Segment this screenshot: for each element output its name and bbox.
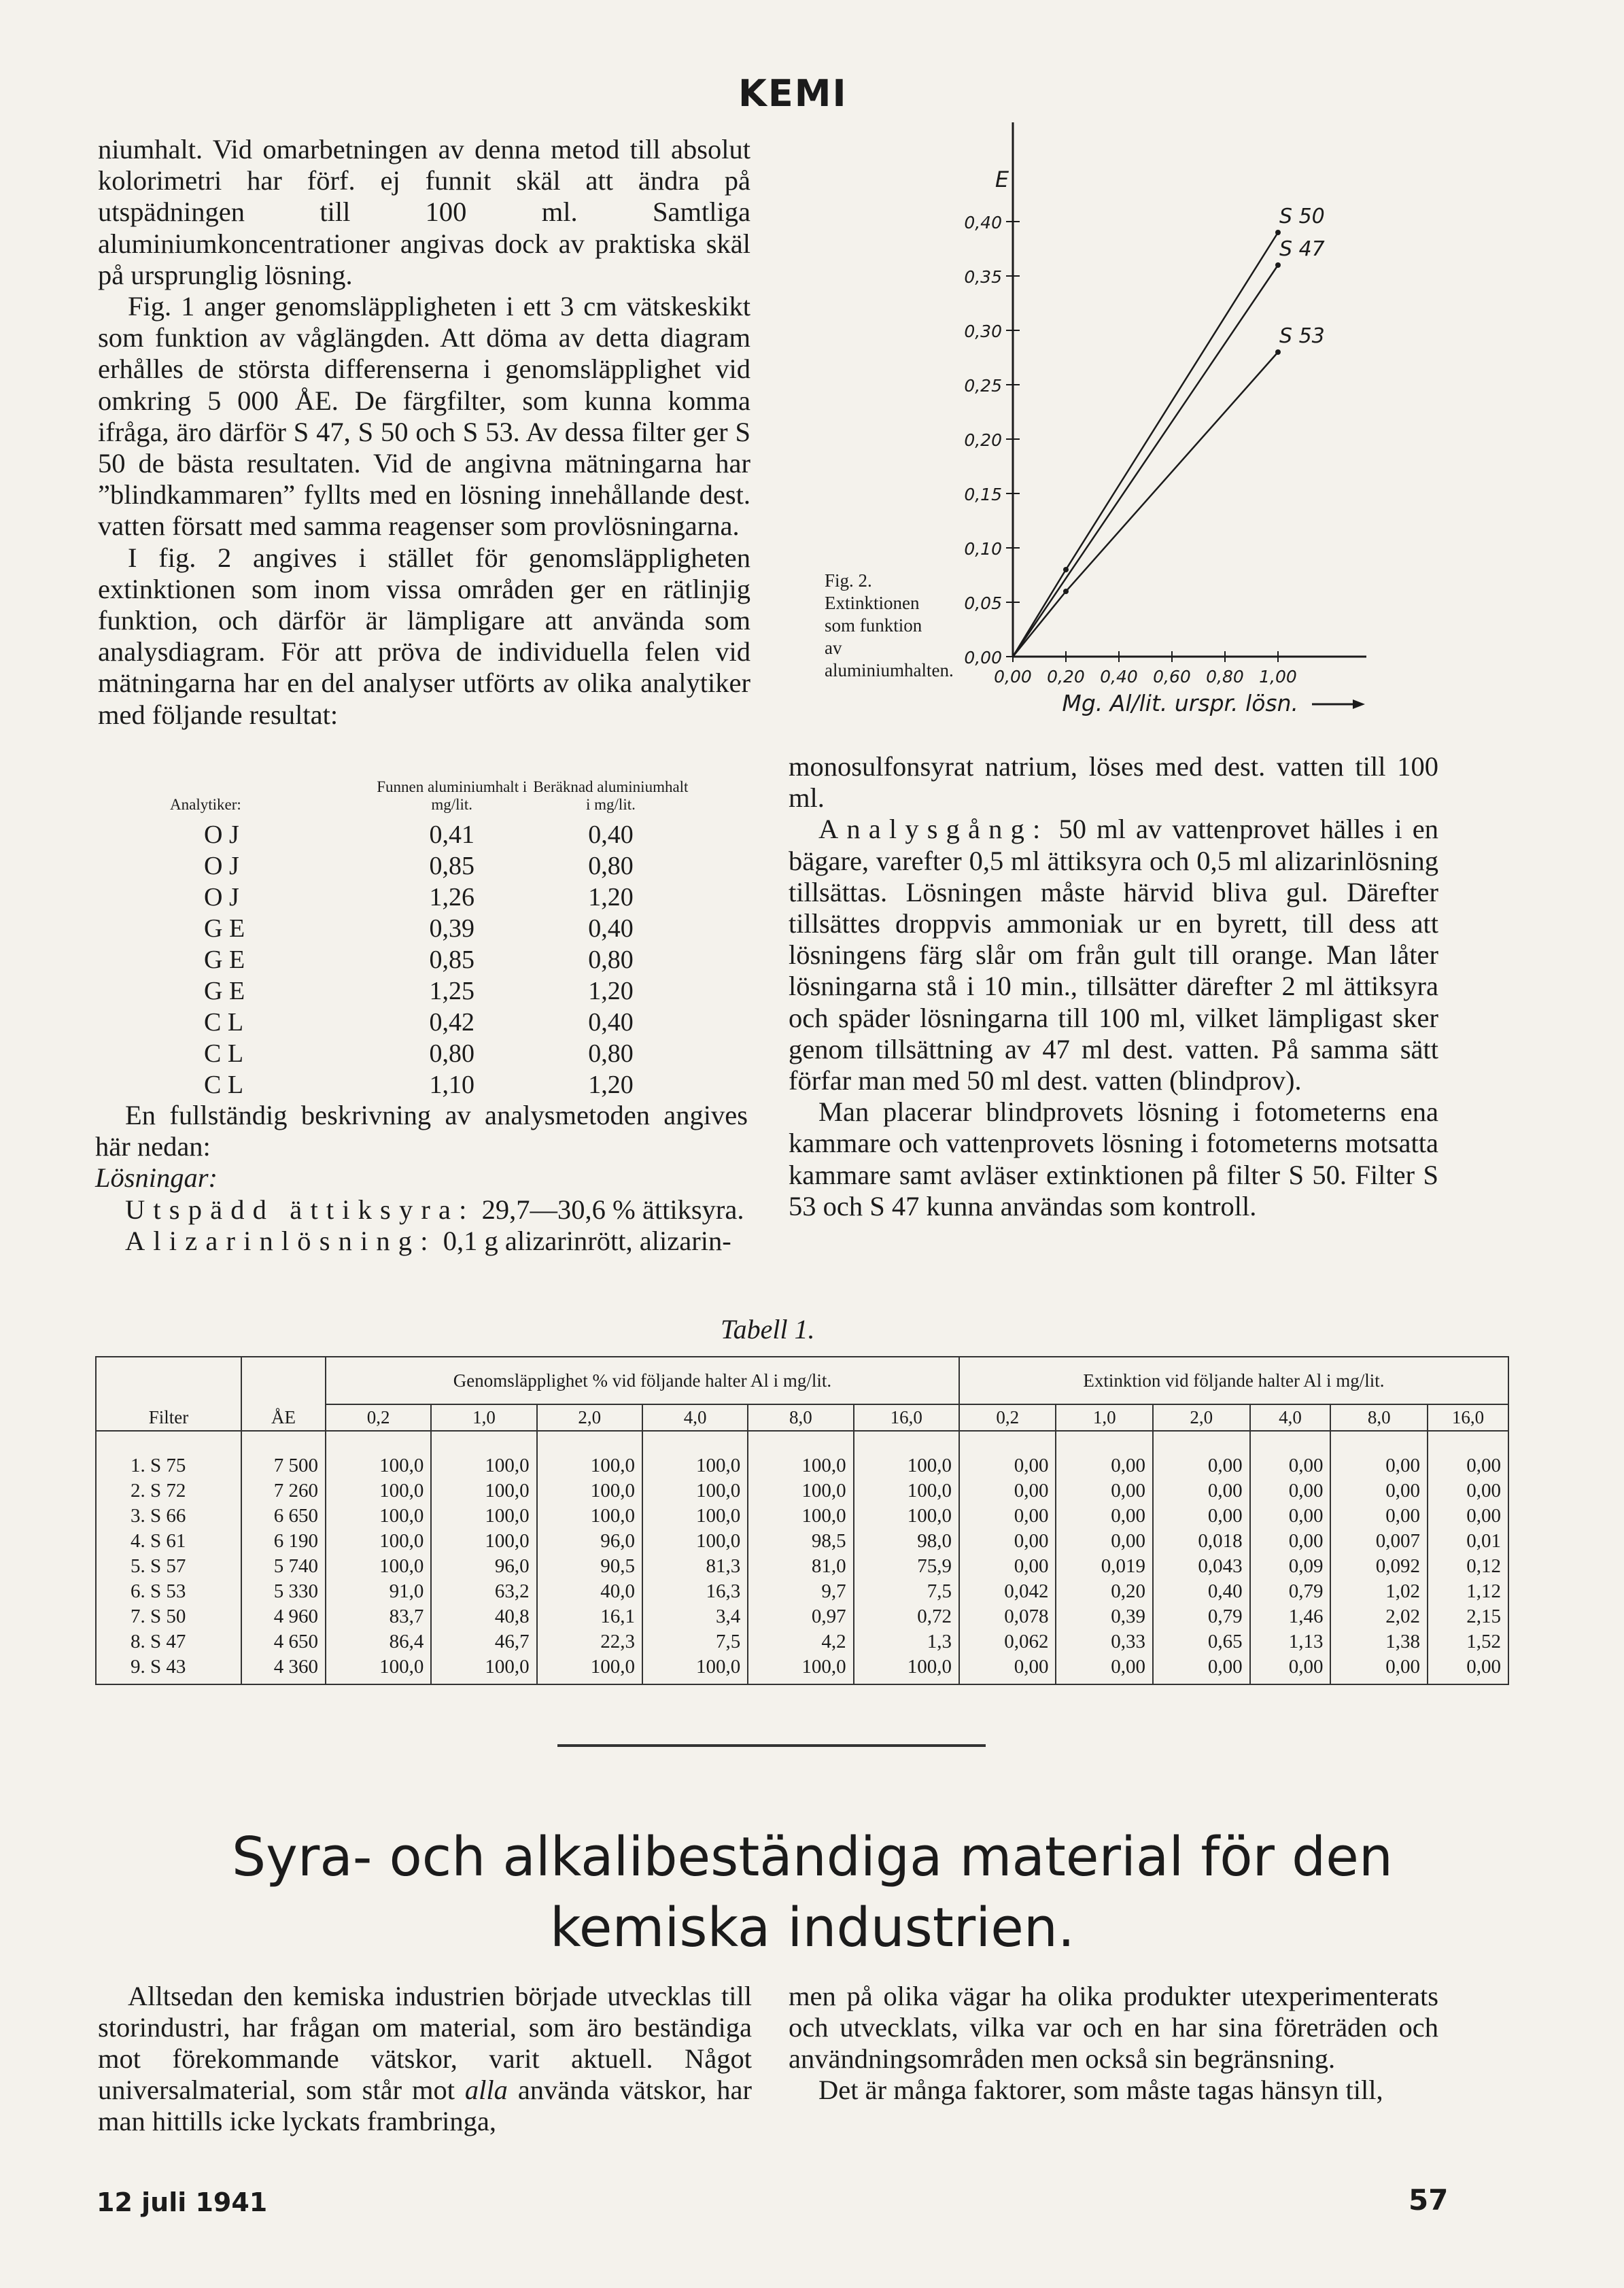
data-point (1275, 262, 1281, 268)
y-tick-label: 0,25 (964, 376, 1002, 396)
halt-header: 8,0 (748, 1404, 853, 1431)
halt-header: 8,0 (1330, 1404, 1428, 1431)
data-point (1063, 567, 1069, 572)
value-cell: 1,13 (1250, 1629, 1331, 1654)
value-cell: 0,00 (1428, 1654, 1508, 1684)
ae-header: ÅE (241, 1357, 326, 1431)
analyst-cell: O J (204, 852, 239, 880)
paragraph: En fullständig beskrivning av analysmetoden angives här nedan: (95, 1100, 748, 1162)
value-cell: 0,042 (959, 1579, 1056, 1604)
series-line (1013, 232, 1278, 657)
extinction-group-header: Extinktion vid följande halter Al i mg/lit. (959, 1357, 1508, 1404)
title-line: Syra- och alkalibeständiga material för den (232, 1826, 1393, 1888)
value-cell: 100,0 (326, 1529, 431, 1554)
value-cell: 0,00 (1330, 1654, 1428, 1684)
value-cell: 0,00 (1153, 1478, 1250, 1504)
value-cell: 100,0 (748, 1504, 853, 1529)
value-cell: 100,0 (537, 1654, 642, 1684)
halt-header: 0,2 (326, 1404, 431, 1431)
x-tick-label: 0,60 (1153, 667, 1191, 687)
value-cell: 0,41 (429, 820, 474, 849)
halt-header: 16,0 (854, 1404, 959, 1431)
series-line (1013, 265, 1278, 657)
section-divider (557, 1744, 986, 1747)
value-cell: 63,2 (431, 1579, 536, 1604)
value-cell: 0,00 (959, 1431, 1056, 1478)
value-cell: 16,1 (537, 1604, 642, 1629)
value-cell: 7 500 (241, 1431, 326, 1478)
table-row (96, 1554, 1508, 1579)
value-cell: 0,00 (959, 1504, 1056, 1529)
solution-label: Utspädd ättiksyra: (125, 1194, 475, 1225)
value-cell: 1,46 (1250, 1604, 1331, 1629)
table-row (95, 819, 748, 850)
value-cell: 0,97 (748, 1604, 853, 1629)
table-row (96, 1504, 1508, 1529)
y-tick-label: 0,35 (964, 267, 1002, 287)
value-cell: 7,5 (854, 1579, 959, 1604)
value-cell: 100,0 (642, 1529, 748, 1554)
value-cell: 1,20 (588, 977, 634, 1005)
halt-header: 2,0 (537, 1404, 642, 1431)
analyst-cell: O J (204, 820, 239, 849)
filter-cell: 6. S 53 (96, 1579, 241, 1604)
filter-cell: 7. S 50 (96, 1604, 241, 1629)
filter-cell: 5. S 57 (96, 1554, 241, 1579)
value-cell: 6 650 (241, 1504, 326, 1529)
series-label: S 47 (1279, 237, 1325, 261)
section-header: KEMI (738, 72, 848, 115)
table-row (96, 1604, 1508, 1629)
value-cell: 81,3 (642, 1554, 748, 1579)
table-row (96, 1654, 1508, 1684)
table-row (96, 1579, 1508, 1604)
value-cell: 100,0 (748, 1478, 853, 1504)
value-cell: 100,0 (748, 1431, 853, 1478)
filter-header: Filter (96, 1357, 241, 1431)
paragraph-text: 50 ml av vattenprovet hälles i en bägare, varefter 0,5 ml ättiksyra och 0,5 ml alizarinlösning tillsättas. Lösningen måste härvid bliva gul. Därefter tillsättes droppvis ammoniak ur en byrett, till dess att lösningens färg slår om från gult till orange. Man låter lösningarna stå i 10 min., tillsätter därefter 2 ml ättiksyra och späder lösningarna till 100 ml, vilket lämpligast sker genom tillsättning av 47 ml dest. vatten. På samma sätt förfar man med 50 ml dest. vatten (blindprov). (789, 814, 1438, 1096)
value-cell: 0,79 (1250, 1579, 1331, 1604)
solution-label: Alizarinlösning: (125, 1225, 436, 1256)
value-cell: 1,20 (588, 883, 634, 912)
value-cell: 46,7 (431, 1629, 536, 1654)
value-cell: 100,0 (537, 1431, 642, 1478)
value-cell: 100,0 (431, 1478, 536, 1504)
value-cell: 0,078 (959, 1604, 1056, 1629)
value-cell: 0,00 (1056, 1529, 1153, 1554)
paragraph-text: Alltsedan den kemiska industrien började utvecklas till storindustri, har frågan om material, som äro beständiga mot förekommande vätskor, varit aktuell. Något universalmaterial, som står mot (98, 1981, 752, 2105)
subheading: Lösningar: (95, 1162, 218, 1194)
value-cell: 0,00 (959, 1478, 1056, 1504)
value-cell: 0,007 (1330, 1529, 1428, 1554)
value-cell: 0,80 (588, 1039, 634, 1068)
y-tick-label: 0,00 (964, 648, 1002, 668)
article-left-column (98, 1981, 752, 2137)
value-cell: 1,26 (429, 883, 474, 912)
value-cell: 1,25 (429, 977, 474, 1005)
value-cell: 0,00 (1428, 1478, 1508, 1504)
value-cell: 0,00 (1250, 1431, 1331, 1478)
value-cell: 0,00 (1330, 1478, 1428, 1504)
arrow-head (1353, 699, 1365, 709)
table-row (95, 913, 748, 944)
value-cell: 0,00 (1056, 1654, 1153, 1684)
value-cell: 0,00 (1056, 1431, 1153, 1478)
paragraph (789, 814, 1438, 1096)
value-cell: 98,5 (748, 1529, 853, 1554)
table-row (95, 975, 748, 1007)
value-cell: 0,40 (588, 820, 634, 849)
value-cell: 0,00 (1153, 1431, 1250, 1478)
analyst-cell: C L (204, 1071, 244, 1099)
analyst-cell: C L (204, 1008, 244, 1037)
value-cell: 2,15 (1428, 1604, 1508, 1629)
value-cell: 1,38 (1330, 1629, 1428, 1654)
value-cell: 0,72 (854, 1604, 959, 1629)
filter-table (95, 1356, 1509, 1685)
paragraph: Det är många faktorer, som måste tagas hänsyn till, (818, 2075, 1383, 2105)
emphasis: alla (464, 2075, 508, 2105)
paragraph: I fig. 2 angives i stället för genomsläppligheten extinktionen som inom vissa områden ger en rätlinjig funktion, och därför är lämpligare att använda som analysdiagram. För att pröva de individuella felen vid mätningarna har en del analyser utförts av olika analytiker med följande resultat: (98, 542, 750, 730)
y-tick-label: 0,10 (964, 539, 1002, 559)
value-cell: 0,00 (1250, 1504, 1331, 1529)
y-tick-label: 0,20 (964, 430, 1002, 450)
series-label: S 50 (1279, 205, 1325, 228)
value-cell: 100,0 (642, 1478, 748, 1504)
table-row (95, 1007, 748, 1038)
halt-header: 1,0 (431, 1404, 536, 1431)
value-cell: 100,0 (326, 1654, 431, 1684)
table-row (96, 1529, 1508, 1554)
paragraph-text: använda vätskor, har man hittills icke lyckats frambringa, (98, 2075, 753, 2136)
value-cell: 100,0 (326, 1554, 431, 1579)
value-cell: 96,0 (431, 1554, 536, 1579)
x-tick-label: 0,00 (994, 667, 1032, 687)
value-cell: 96,0 (537, 1529, 642, 1554)
value-cell: 0,00 (1250, 1478, 1331, 1504)
value-cell: 100,0 (854, 1431, 959, 1478)
paragraph: niumhalt. Vid omarbetningen av denna metod till absolut kolorimetri har förf. ej funnit skäl att ändra på utspädningen till 100 ml. Samtliga aluminiumkoncentrationer angivas dock av praktiska skäl på ursprunglig lösning. (98, 134, 750, 290)
paragraph: monosulfonsyrat natrium, löses med dest. vatten till 100 ml. (789, 751, 1438, 814)
value-cell: 0,12 (1428, 1554, 1508, 1579)
table-row (95, 1069, 748, 1100)
value-cell: 100,0 (854, 1478, 959, 1504)
value-cell: 90,5 (537, 1554, 642, 1579)
page-number: 57 (1409, 2183, 1449, 2217)
value-cell: 0,062 (959, 1629, 1056, 1654)
footer-date: 12 juli 1941 (97, 2187, 268, 2217)
value-cell: 0,00 (1153, 1654, 1250, 1684)
y-axis-label: E (995, 167, 1009, 192)
filter-cell: 9. S 43 (96, 1654, 241, 1684)
value-cell: 0,00 (959, 1554, 1056, 1579)
halt-header: 16,0 (1428, 1404, 1508, 1431)
filter-cell: 3. S 66 (96, 1504, 241, 1529)
series-line (1013, 352, 1278, 657)
value-cell: 100,0 (854, 1504, 959, 1529)
value-cell: 91,0 (326, 1579, 431, 1604)
value-cell: 1,12 (1428, 1579, 1508, 1604)
value-cell: 0,019 (1056, 1554, 1153, 1579)
value-cell: 100,0 (642, 1431, 748, 1478)
table-row (95, 1038, 748, 1069)
value-cell: 100,0 (431, 1529, 536, 1554)
value-cell: 0,018 (1153, 1529, 1250, 1554)
table-row (96, 1478, 1508, 1504)
analyst-cell: O J (204, 883, 239, 912)
paragraph: men på olika vägar ha olika produkter utexperimenterats och utvecklats, vilka var och en har sina företräden och användningsområden men också sin begränsning. (789, 1981, 1438, 2074)
solution-line (95, 1194, 748, 1226)
solution-text: 29,7—30,6 % ättiksyra. (474, 1194, 744, 1225)
paragraph (98, 1981, 752, 2137)
value-cell: 0,00 (1330, 1431, 1428, 1478)
value-cell: 0,39 (429, 914, 474, 943)
value-cell: 81,0 (748, 1554, 853, 1579)
analyst-header: Analytiker: (170, 796, 241, 813)
value-cell: 7,5 (642, 1629, 748, 1654)
value-cell: 0,40 (1153, 1579, 1250, 1604)
y-tick-label: 0,05 (964, 593, 1002, 613)
value-cell: 0,85 (429, 946, 474, 974)
value-cell: 4 360 (241, 1654, 326, 1684)
value-cell: 22,3 (537, 1629, 642, 1654)
article-title (95, 1822, 1530, 1963)
solution-text: 0,1 g alizarinrött, alizarin- (436, 1225, 731, 1256)
paragraph: Man placerar blindprovets lösning i fotometerns ena kammare och vattenprovets lösning i fotometerns motsatta kammare samt avläser extinktionen på filter S 50. Filter S 53 och S 47 kunna användas som kontroll. (789, 1096, 1438, 1221)
halt-header: 4,0 (1250, 1404, 1331, 1431)
value-cell: 40,8 (431, 1604, 536, 1629)
value-cell: 0,00 (959, 1654, 1056, 1684)
analyst-cell: C L (204, 1039, 244, 1068)
value-cell: 0,40 (588, 914, 634, 943)
value-cell: 0,65 (1153, 1629, 1250, 1654)
halt-header: 4,0 (642, 1404, 748, 1431)
value-cell: 1,02 (1330, 1579, 1428, 1604)
value-cell: 0,00 (1428, 1431, 1508, 1478)
value-cell: 3,4 (642, 1604, 748, 1629)
value-cell: 4 650 (241, 1629, 326, 1654)
x-tick-label: 1,00 (1259, 667, 1297, 687)
value-cell: 0,33 (1056, 1629, 1153, 1654)
x-axis-label: Mg. Al/lit. urspr. lösn. (1062, 690, 1298, 716)
filter-cell: 1. S 75 (96, 1431, 241, 1478)
value-cell: 0,85 (429, 852, 474, 880)
value-cell: 100,0 (326, 1431, 431, 1478)
table-row (95, 944, 748, 975)
left-column-methods (95, 1100, 748, 1257)
value-cell: 2,02 (1330, 1604, 1428, 1629)
right-column (789, 751, 1438, 1222)
value-cell: 40,0 (537, 1579, 642, 1604)
value-cell: 1,3 (854, 1629, 959, 1654)
value-cell: 9,7 (748, 1579, 853, 1604)
value-cell: 0,00 (1056, 1478, 1153, 1504)
value-cell: 100,0 (326, 1504, 431, 1529)
table-row (95, 850, 748, 882)
value-cell: 100,0 (326, 1478, 431, 1504)
value-cell: 100,0 (431, 1504, 536, 1529)
extinction-chart (945, 122, 1482, 721)
value-cell: 4 960 (241, 1604, 326, 1629)
run-in-label: Analysgång: (818, 814, 1049, 845)
title-line: kemiska industrien. (549, 1896, 1075, 1959)
value-cell: 86,4 (326, 1629, 431, 1654)
value-cell: 100,0 (854, 1654, 959, 1684)
value-cell: 0,00 (1428, 1504, 1508, 1529)
table-row (96, 1629, 1508, 1654)
value-cell: 0,42 (429, 1008, 474, 1037)
analyst-cell: G E (204, 946, 245, 974)
value-cell: 1,20 (588, 1071, 634, 1099)
value-cell: 0,043 (1153, 1554, 1250, 1579)
paragraph: Fig. 1 anger genomsläppligheten i ett 3 cm vätskeskikt som funktion av våglängden. Att döma av detta diagram erhålles de största differenserna i genomsläpplighet vid omkring 5 000 ÅE. De färgfilter, som kunna komma ifråga, äro därför S 47, S 50 och S 53. Av dessa filter ger S 50 de bästa resultaten. Vid de angivna mätningarna har ”blindkammaren” fyllts med en lösning innehållande dest. vatten försatt med samma reagenser som provlösningarna. (98, 291, 750, 542)
halt-header: 1,0 (1056, 1404, 1153, 1431)
y-tick-label: 0,30 (964, 322, 1002, 341)
value-cell: 100,0 (431, 1654, 536, 1684)
value-cell: 6 190 (241, 1529, 326, 1554)
value-cell: 100,0 (642, 1504, 748, 1529)
series-label: S 53 (1279, 324, 1325, 348)
value-cell: 0,39 (1056, 1604, 1153, 1629)
value-cell: 0,00 (1056, 1504, 1153, 1529)
value-cell: 100,0 (537, 1504, 642, 1529)
data-point (1063, 589, 1069, 594)
value-cell: 1,10 (429, 1071, 474, 1099)
filter-cell: 4. S 61 (96, 1529, 241, 1554)
analyst-table (95, 778, 748, 1100)
value-cell: 4,2 (748, 1629, 853, 1654)
value-cell: 5 330 (241, 1579, 326, 1604)
data-point (1275, 349, 1281, 355)
analyst-cell: G E (204, 977, 245, 1005)
value-cell: 75,9 (854, 1554, 959, 1579)
left-column (98, 134, 750, 731)
value-cell: 0,09 (1250, 1554, 1331, 1579)
calculated-header: Beräknad aluminiumhalt i mg/lit. (533, 778, 689, 813)
value-cell: 98,0 (854, 1529, 959, 1554)
y-tick-label: 0,40 (964, 213, 1002, 232)
figure-caption: Fig. 2. Extinktionen som funktion av aluminiumhalten. (825, 570, 954, 680)
x-tick-label: 0,40 (1100, 667, 1138, 687)
value-cell: 0,79 (1153, 1604, 1250, 1629)
value-cell: 7 260 (241, 1478, 326, 1504)
value-cell: 0,80 (429, 1039, 474, 1068)
x-tick-label: 0,20 (1047, 667, 1085, 687)
value-cell: 100,0 (537, 1478, 642, 1504)
halt-header: 0,2 (959, 1404, 1056, 1431)
value-cell: 0,00 (1250, 1529, 1331, 1554)
value-cell: 0,00 (1153, 1504, 1250, 1529)
value-cell: 0,80 (588, 946, 634, 974)
value-cell: 0,00 (1250, 1654, 1331, 1684)
value-cell: 0,00 (1330, 1504, 1428, 1529)
halt-header: 2,0 (1153, 1404, 1250, 1431)
value-cell: 0,80 (588, 852, 634, 880)
value-cell: 83,7 (326, 1604, 431, 1629)
table-row (96, 1431, 1508, 1478)
found-header: Funnen aluminiumhalt i mg/lit. (377, 778, 528, 813)
value-cell: 0,20 (1056, 1579, 1153, 1604)
filter-cell: 8. S 47 (96, 1629, 241, 1654)
value-cell: 100,0 (748, 1654, 853, 1684)
value-cell: 0,092 (1330, 1554, 1428, 1579)
analyst-cell: G E (204, 914, 245, 943)
filter-cell: 2. S 72 (96, 1478, 241, 1504)
data-point (1275, 230, 1281, 235)
value-cell: 16,3 (642, 1579, 748, 1604)
value-cell: 5 740 (241, 1554, 326, 1579)
value-cell: 0,01 (1428, 1529, 1508, 1554)
value-cell: 0,40 (588, 1008, 634, 1037)
y-tick-label: 0,15 (964, 485, 1002, 504)
article-right-column (789, 1981, 1438, 2106)
solution-line (95, 1226, 748, 1257)
value-cell: 100,0 (431, 1431, 536, 1478)
value-cell: 0,00 (959, 1529, 1056, 1554)
x-tick-label: 0,80 (1206, 667, 1244, 687)
table-caption: Tabell 1. (721, 1314, 815, 1345)
table-row (95, 882, 748, 913)
transmittance-group-header: Genomsläpplighet % vid följande halter Al i mg/lit. (326, 1357, 959, 1404)
value-cell: 1,52 (1428, 1629, 1508, 1654)
value-cell: 100,0 (642, 1654, 748, 1684)
